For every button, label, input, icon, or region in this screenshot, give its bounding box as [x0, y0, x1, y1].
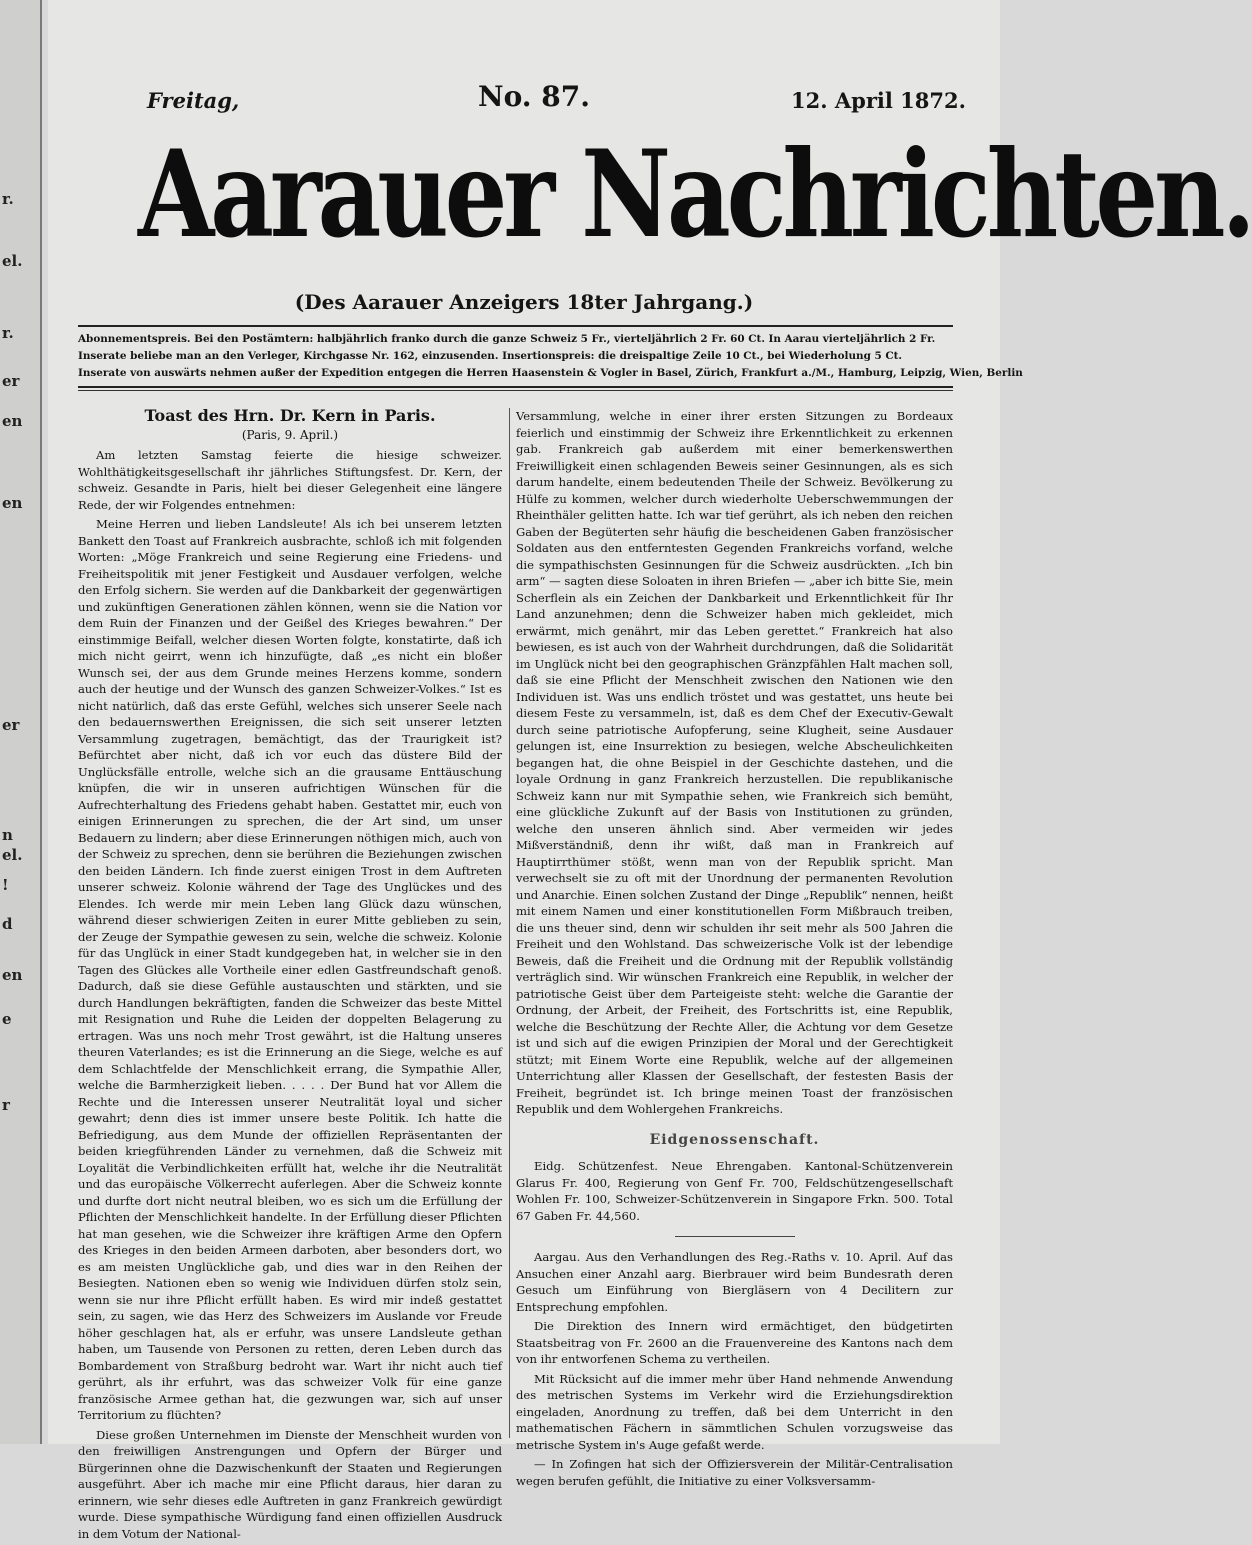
prev-page-fragment: d: [2, 915, 13, 933]
newspaper-page: [48, 0, 1252, 1541]
prev-page-fragment: en: [2, 494, 23, 512]
prev-page-fragment: er: [2, 372, 20, 390]
news-item: Die Direktion des Innern wird ermächtiget, den büdgetirten Staatsbeitrag von Fr. 2600 an die Frauenvereine des Kantons nach dem von ihr entworfenen Schema zu vertheilen.: [516, 1319, 953, 1366]
news-item: Aargau. Aus den Verhandlungen des Reg.-Raths v. 10. April. Auf das Ansuchen einer Anzahl aarg. Bierbrauer wird beim Bundesrath deren Gesuch um Einführung von Biergläsern von 4 Decilitern zur Entsprechung empfohlen.: [516, 1250, 953, 1314]
subscription-line: Abonnementspreis. Bei den Postämtern: halbjährlich franko durch die ganze Schweiz 5 Fr., vierteljährlich 2 Fr. 60 Ct. In Aarau vierteljährlich 2 Fr.: [78, 333, 936, 345]
header-rule: [78, 386, 953, 388]
news-item: Mit Rücksicht auf die immer mehr über Hand nehmende Anwendung des metrischen Systems im Verkehr wird die Erziehungsdirektion eingeladen, Anordnung zu treffen, daß bei dem Unterricht in den mathematischen Fächern in sämmtlichen Schulen vorzugsweise das metrische System in's Auge gefaßt werde.: [516, 1371, 953, 1452]
prev-page-fragment: en: [2, 412, 23, 430]
newspaper-title: Aarauer Nachrichten.: [138, 124, 1252, 265]
section-heading: Eidgenossenschaft.: [649, 1131, 820, 1148]
news-item: Eidg. Schützenfest. Neue Ehrengaben. Kantonal-Schützenverein Glarus Fr. 400, Regierung von Genf Fr. 700, Feldschützengesellschaft Wohlen Fr. 100, Schweizer-Schützenverein in Singapore Frkn. 500. Total 67 Gaben Fr. 44,560.: [516, 1159, 953, 1223]
prev-page-fragment: el.: [2, 846, 23, 864]
article-paragraph: Meine Herren und lieben Landsleute! Als ich bei unserem letzten Bankett den Toast auf Frankreich ausbrachte, schloß ich mit folgenden Worten: „Möge Frankreich und seine Regierung eine Friedens- und Freiheitspolitik mit jener Festigkeit und Ausdauer verfolgen, welche den Erfolg sichern. Sie werden auf die Dankbarkeit der gegenwärtigen und zukünftigen Generationen zählen können, wenn sie die Nation vor dem Ruin der Finanzen und der Geißel des Krieges bewahren.“ Der einstimmige Beifall, welcher diesen Worten folgte, konstatirte, daß ich mich nicht geirrt, wenn ich hinzufügte, daß „es nicht ein bloßer Wunsch sei, der aus dem Grunde meines Herzens komme, sondern auch der heutige und der Wunsch des ganzen Schweizer-Volkes.“ Ist es nicht natürlich, daß das erste Gefühl, welches sich unserer Seele nach den bedauernswerthen Ereignissen, die sich seit unserer letzten Versammlung zugetragen, bemächtigt, das der Traurigkeit ist? Befürchtet aber nicht, daß ich vor euch das düstere Bild der Unglücksfälle entrolle, welche sich an die grausame Enttäuschung knüpfen, die wir in unseren aufrichtigen Wünschen für die Aufrechterhaltung des Friedens gehabt haben. Gestattet mir, euch von einigen Erinnerungen zu sprechen, die der Art sind, um unser Bedauern zu lindern; aber diese Erinnerungen nöthigen mich, auch von der Schweiz zu sprechen, denn sie berühren die Beziehungen zwischen den beiden Ländern. Ich finde zuerst einigen Trost in dem Auftreten unserer schweiz. Kolonie während der Tage des Unglückes und des Elendes. Ich werde mir mein Leben lang Glück dazu wünschen, während dieser schwierigen Zeiten in eurer Mitte geblieben zu sein, der Zeuge der Sympathie gewesen zu sein, welche die schweiz. Kolonie für das Unglück in einer Stadt kundgegeben hat, in welcher sie in den Tagen des Glückes alle Vortheile einer edlen Gastfreundschaft genoß. Dadurch, daß sie diese Gefühle austauschten und stärkten, und sie durch Handlungen bekräftigten, fanden die Schweizer das beste Mittel mit Resignation und Ruhe die Leiden der doppelten Belagerung zu ertragen. Was uns noch mehr Trost gewährt, ist die Haltung unseres theuren Vaterlandes; es ist die Erinnerung an die Siege, welche es auf dem Schlachtfelde der Menschlichkeit errang, die Sympathie Aller, welche die Barmherzigkeit lieben. . . . . Der Bund hat vor Allem die Rechte und die Interessen unserer Neutralität loyal und sicher gewahrt; denn dies ist immer unsere beste Politik. Ich hatte die Befriedigung, aus dem Munde der offiziellen Repräsentanten der beiden kriegführenden Länder zu vernehmen, daß die Schweiz mit Loyalität die Verbindlichkeiten erfüllt hat, welche ihr die Neutralität und das europäische Völkerrecht auferlegen. Aber die Schweiz konnte und durfte dort nicht neutral bleiben, wo es sich um die Erfüllung der Pflichten der Menschlichkeit handelte. In der Erfüllung dieser Pflichten hat man gesehen, wie die Schweizer ihre kräftigen Arme den Opfern des Krieges in den beiden Armeen darboten, aber besonders dort, wo es am meisten Unglückliche gab, und dies war in den Reihen der Besiegten. Nationen eben so wenig wie Individuen dürfen stolz sein, wenn sie nur ihre Pflicht erfüllt haben. Es wird mir indeß gestattet sein, zu sagen, wie das Herz des Schweizers im Auslande vor Freude höher geschlagen hat, als er erfuhr, was unsere Landsleute gethan haben, um Tausende von Personen zu retten, deren Leben durch das Bombardement von Straßburg bedroht war. Wart ihr nicht auch tief gerührt, als ihr erfuhrt, was das schweizer Volk für eine ganze französische Armee gethan hat, die gezwungen war, sich auf unser Territorium zu flüchten?: [78, 517, 502, 1422]
news-separator: [675, 1236, 795, 1237]
prev-page-fragment: el.: [2, 252, 23, 270]
column-divider: [509, 408, 510, 1438]
article-paragraph: Diese großen Unternehmen im Dienste der Menschheit wurden von den freiwilligen Anstrengungen und Opfern der Bürger und Bürgerinnen ohne die Dazwischenkunft der Staaten und Regierungen ausgeführt. Aber ich mache mir eine Pflicht daraus, hier daran zu erinnern, wie sehr dieses edle Auftreten in ganz Frankreich gewürdigt wurde. Diese sympathische Würdigung fand einen offiziellen Ausdruck in dem Votum der National-: [78, 1427, 502, 1541]
article-heading: Toast des Hrn. Dr. Kern in Paris.: [144, 406, 436, 425]
article-paragraph: Am letzten Samstag feierte die hiesige schweizer. Wohlthätigkeitsgesellschaft ihr jährliches Stiftungsfest. Dr. Kern, der schweiz. Gesandte in Paris, hielt bei dieser Gelegenheit eine längere Rede, der wir Folgendes entnehmen:: [78, 448, 502, 512]
agents-line: Inserate von auswärts nehmen außer der Expedition entgegen die Herren Haasenstein & Vogler in Basel, Zürich, Frankfurt a./M., Hamburg, Leipzig, Wien, Berlin: [78, 367, 1023, 379]
header-rule: [78, 390, 953, 391]
subscription-info: [78, 331, 1023, 382]
prev-page-fragment: e: [2, 1010, 12, 1028]
newspaper-subtitle: (Des Aarauer Anzeigers 18ter Jahrgang.): [294, 290, 754, 314]
prev-page-fragment: er: [2, 716, 20, 734]
left-column: [78, 408, 502, 1545]
prev-page-fragment: r.: [2, 190, 14, 208]
issue-day: Freitag,: [147, 88, 240, 113]
article-dateline: (Paris, 9. April.): [241, 427, 339, 442]
header-rule: [78, 325, 953, 327]
prev-page-fragment: n: [2, 826, 13, 844]
prev-page-fragment: r: [2, 1096, 10, 1114]
previous-page-edge: [0, 0, 42, 1444]
news-item: — In Zofingen hat sich der Offiziersverein der Militär-Centralisation wegen berufen gefühlt, die Initiative zu einer Volksversamm-: [516, 1457, 953, 1488]
issue-number: No. 87.: [478, 80, 590, 113]
insertion-line: Inserate beliebe man an den Verleger, Kirchgasse Nr. 162, einzusenden. Insertionspreis: die dreispaltige Zeile 10 Ct., bei Wiederholung 5 Ct.: [78, 350, 903, 362]
prev-page-fragment: !: [2, 876, 9, 894]
right-column: [516, 408, 953, 1492]
prev-page-fragment: en: [2, 966, 23, 984]
article-paragraph: Versammlung, welche in einer ihrer ersten Sitzungen zu Bordeaux feierlich und einstimmig der Schweiz ihre Erkenntlichkeit zu erkennen gab. Frankreich gab außerdem mit einer bemerkenswerthen Freiwilligkeit einen schlagenden Beweis seiner Gesinnungen, als es sich darum handelte, einem bedeutenden Theile der Schweiz. Bevölkerung zu Hülfe zu kommen, welcher durch wiederholte Ueberschwemmungen der Rheinthäler gelitten hatte. Ich war tief gerührt, als ich neben den reichen Gaben der Begüterten sehr häufig die bescheidenen Gaben französischer Soldaten aus den entferntesten Gegenden Frankreichs vorfand, welche die sympathischsten Gesinnungen für die Schweiz ausdrückten. „Ich bin arm“ — sagten diese Soloaten in ihren Briefen — „aber ich bitte Sie, mein Scherflein als ein Zeichen der Dankbarkeit und Erkenntlichkeit für Ihr Land anzunehmen; denn die Schweizer haben mich gekleidet, mich erwärmt, mich genährt, mir das Leben gerettet.“ Frankreich hat also bewiesen, es ist auch von der Wahrheit durchdrungen, daß die Solidarität im Unglück nicht bei den geographischen Gränzpfählen Halt machen soll, daß sie eine Pflicht der Menschheit zwischen den Nationen wie den Individuen ist. Was uns endlich tröstet und was gestattet, uns heute bei diesem Feste zu versammeln, ist, daß es dem Chef der Executiv-Gewalt durch seine patriotische Aufopferung, seine Klugheit, seine Ausdauer gelungen ist, eine Insurrektion zu besiegen, welche Abscheulichkeiten begangen hat, die ohne Beispiel in der Geschichte dastehen, und die loyale Ordnung in ganz Frankreich herzustellen. Die republikanische Schweiz kann nur mit Sympathie sehen, wie Frankreich sich bemüht, eine glückliche Zukunft auf der Basis von Institutionen zu gründen, welche den unseren ähnlich sind. Aber vermeiden wir jedes Mißverständniß, denn ihr wißt, daß man in Frankreich auf Hauptirrthümer stößt, wenn man von der Republik spricht. Man verwechselt sie zu oft mit der Unordnung der permanenten Revolution und Anarchie. Einen solchen Zustand der Dinge „Republik“ nennen, heißt mit einem Namen und einer konstitutionellen Form Mißbrauch treiben, die uns theuer sind, denn wir schulden ihr seit mehr als 500 Jahren die Freiheit und den Wohlstand. Das schweizerische Volk ist der lebendige Beweis, daß die Freiheit und die Ordnung mit der Republik vollständig verträglich sind. Wir wünschen Frankreich eine Republik, in welcher der patriotische Geist über dem Parteigeiste steht: welche die Garantie der Ordnung, der Arbeit, der Freiheit, des Fortschritts ist, eine Republik, welche die Beschützung der Rechte Aller, die Achtung vor dem Gesetze ist und sich auf die ewigen Prinzipien der Moral und der Gerechtigkeit stützt; mit Einem Worte eine Republik, welche auf der allgemeinen Unterrichtung aller Klassen der Gesellschaft, der festesten Basis der Freiheit, begründet ist. Ich bringe meinen Toast der französischen Republik und dem Wohlergehen Frankreichs.: [516, 409, 953, 1116]
prev-page-fragment: r.: [2, 324, 14, 342]
issue-date: 12. April 1872.: [791, 88, 966, 113]
